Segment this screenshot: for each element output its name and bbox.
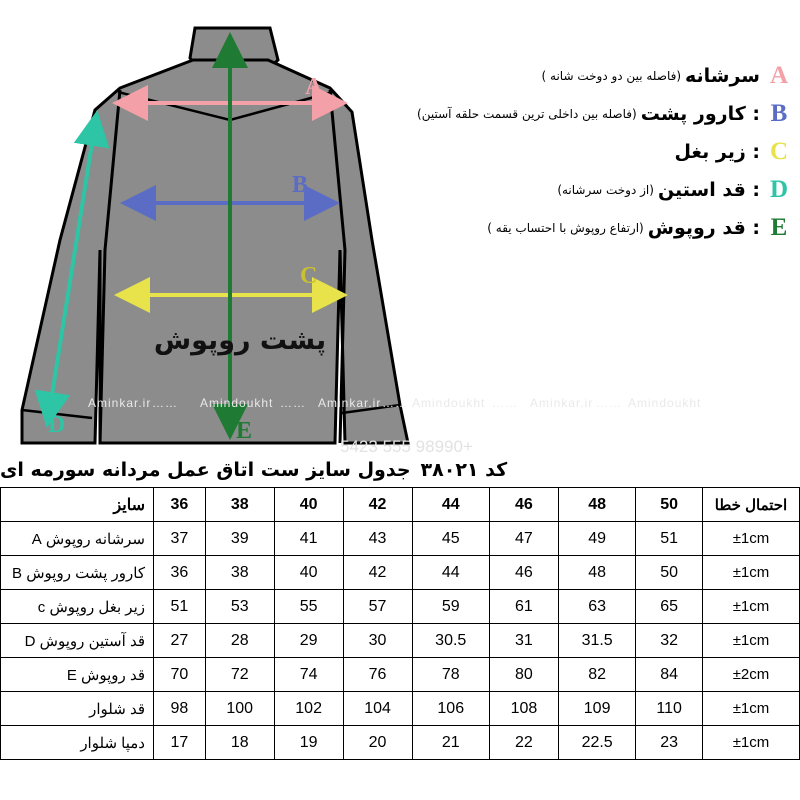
watermark-dots: …… xyxy=(596,396,622,410)
table-title-bar xyxy=(0,455,800,485)
cell: 65 xyxy=(636,590,703,624)
header-size-48: 48 xyxy=(558,488,635,522)
cell: 51 xyxy=(636,522,703,556)
cell: 21 xyxy=(412,726,489,760)
marker-e-label: E xyxy=(236,418,254,444)
row-error: ±1cm xyxy=(703,556,800,590)
cell: 29 xyxy=(274,624,343,658)
legend-label-a: سرشانه xyxy=(685,65,760,87)
row-error: ±1cm xyxy=(703,522,800,556)
table-row xyxy=(1,624,800,658)
table-row xyxy=(1,658,800,692)
watermark-dots: …… xyxy=(152,396,178,410)
row-label: قد آستین روپوش D xyxy=(1,624,154,658)
header-size-40: 40 xyxy=(274,488,343,522)
header-size-42: 42 xyxy=(343,488,412,522)
legend-note-a: (فاصله بین دو دوخت شانه ) xyxy=(541,69,682,83)
header-size-50: 50 xyxy=(636,488,703,522)
watermark-text: Amindoukht xyxy=(200,396,274,410)
watermark-text: Aminkar.ir xyxy=(530,396,594,410)
table-row xyxy=(1,556,800,590)
cell: 50 xyxy=(636,556,703,590)
cell: 80 xyxy=(489,658,558,692)
cell: 45 xyxy=(412,522,489,556)
watermark-text: Aminkar.ir xyxy=(318,396,382,410)
cell: 19 xyxy=(274,726,343,760)
watermark-phone: +98990 555 5423 xyxy=(340,437,473,456)
header-size-38: 38 xyxy=(205,488,274,522)
legend-label-e-text: قد روپوش xyxy=(647,217,746,239)
legend-label-d: : قد استین xyxy=(657,179,760,201)
cell: 20 xyxy=(343,726,412,760)
cell: 39 xyxy=(205,522,274,556)
cell: 40 xyxy=(274,556,343,590)
back-of-gown-label: پشت روپوش xyxy=(153,325,327,356)
cell: 98 xyxy=(154,692,206,726)
legend-letter-a: A xyxy=(769,62,789,89)
legend-letter-c: C xyxy=(769,138,789,165)
cell: 18 xyxy=(205,726,274,760)
cell: 61 xyxy=(489,590,558,624)
legend-label-e: : قد روپوش xyxy=(647,217,760,239)
cell: 51 xyxy=(154,590,206,624)
header-size-44: 44 xyxy=(412,488,489,522)
cell: 47 xyxy=(489,522,558,556)
row-error: ±1cm xyxy=(703,692,800,726)
cell: 32 xyxy=(636,624,703,658)
watermark-dots: …… xyxy=(280,396,306,410)
legend-note-e: (ارتفاع روپوش با احتساب یقه ) xyxy=(487,221,644,235)
watermark-dots: …… xyxy=(492,396,518,410)
legend-letter-d: D xyxy=(769,176,789,203)
table-row xyxy=(1,726,800,760)
row-label: دمپا شلوار xyxy=(1,726,154,760)
cell: 28 xyxy=(205,624,274,658)
table-header-row xyxy=(1,488,800,522)
cell: 63 xyxy=(558,590,635,624)
cell: 104 xyxy=(343,692,412,726)
cell: 106 xyxy=(412,692,489,726)
cell: 31.5 xyxy=(558,624,635,658)
cell: 108 xyxy=(489,692,558,726)
legend-label-c: : زیر بغل xyxy=(674,141,760,163)
watermark-dots: …… xyxy=(382,396,408,410)
table-title: جدول سایز ست اتاق عمل مردانه سورمه ای xyxy=(0,459,411,481)
cell: 37 xyxy=(154,522,206,556)
legend-letter-b: B xyxy=(770,100,788,127)
header-error: احتمال خطا xyxy=(703,488,800,522)
header-size-label: سایز xyxy=(1,488,154,522)
row-label: قد روپوش E xyxy=(1,658,154,692)
row-label: کارور پشت روپوش B xyxy=(1,556,154,590)
watermark-text: Amindoukht xyxy=(412,396,486,410)
cell: 42 xyxy=(343,556,412,590)
legend xyxy=(372,62,792,252)
cell: 46 xyxy=(489,556,558,590)
cell: 17 xyxy=(154,726,206,760)
cell: 100 xyxy=(205,692,274,726)
watermark-text: Aminkar.ir xyxy=(88,396,152,410)
legend-item-a xyxy=(372,62,792,90)
cell: 74 xyxy=(274,658,343,692)
cell: 110 xyxy=(636,692,703,726)
cell: 53 xyxy=(205,590,274,624)
table-row xyxy=(1,590,800,624)
row-label: زیر بغل روپوش c xyxy=(1,590,154,624)
cell: 43 xyxy=(343,522,412,556)
cell: 27 xyxy=(154,624,206,658)
row-error: ±1cm xyxy=(703,624,800,658)
size-table xyxy=(0,487,800,760)
legend-label-c-text: زیر بغل xyxy=(674,141,746,163)
marker-d-label: D xyxy=(48,412,67,438)
cell: 49 xyxy=(558,522,635,556)
marker-c-label: C xyxy=(300,263,319,289)
legend-item-e xyxy=(372,214,792,242)
row-label: سرشانه روپوش A xyxy=(1,522,154,556)
cell: 36 xyxy=(154,556,206,590)
legend-item-d xyxy=(372,176,792,204)
cell: 78 xyxy=(412,658,489,692)
cell: 102 xyxy=(274,692,343,726)
table-row xyxy=(1,522,800,556)
row-error: ±1cm xyxy=(703,590,800,624)
cell: 22.5 xyxy=(558,726,635,760)
cell: 76 xyxy=(343,658,412,692)
row-label: قد شلوار xyxy=(1,692,154,726)
legend-item-c xyxy=(372,138,792,166)
legend-label-b-text: کارور پشت xyxy=(640,103,746,125)
marker-b-label: B xyxy=(292,172,310,198)
table-row xyxy=(1,692,800,726)
watermark-text: Amindoukht xyxy=(628,396,702,410)
cell: 48 xyxy=(558,556,635,590)
cell: 38 xyxy=(205,556,274,590)
header-size-36: 36 xyxy=(154,488,206,522)
cell: 22 xyxy=(489,726,558,760)
cell: 23 xyxy=(636,726,703,760)
cell: 59 xyxy=(412,590,489,624)
cell: 55 xyxy=(274,590,343,624)
cell: 70 xyxy=(154,658,206,692)
cell: 84 xyxy=(636,658,703,692)
header-size-46: 46 xyxy=(489,488,558,522)
cell: 72 xyxy=(205,658,274,692)
row-error: ±2cm xyxy=(703,658,800,692)
cell: 57 xyxy=(343,590,412,624)
legend-label-d-text: قد استین xyxy=(657,179,746,201)
legend-label-b: : کارور پشت xyxy=(640,103,760,125)
cell: 30.5 xyxy=(412,624,489,658)
cell: 109 xyxy=(558,692,635,726)
cell: 82 xyxy=(558,658,635,692)
legend-note-d: (از دوخت سرشانه) xyxy=(557,183,654,197)
marker-a-label: A xyxy=(305,74,324,100)
cell: 41 xyxy=(274,522,343,556)
cell: 30 xyxy=(343,624,412,658)
legend-letter-e: E xyxy=(770,214,788,241)
legend-item-b xyxy=(372,100,792,128)
cell: 31 xyxy=(489,624,558,658)
table-code: کد ۳۸۰۲۱ xyxy=(420,459,508,481)
cell: 44 xyxy=(412,556,489,590)
legend-note-b: (فاصله بین داخلی ترین قسمت حلقه آستین) xyxy=(417,107,637,121)
jacket-shape xyxy=(22,28,408,443)
row-error: ±1cm xyxy=(703,726,800,760)
